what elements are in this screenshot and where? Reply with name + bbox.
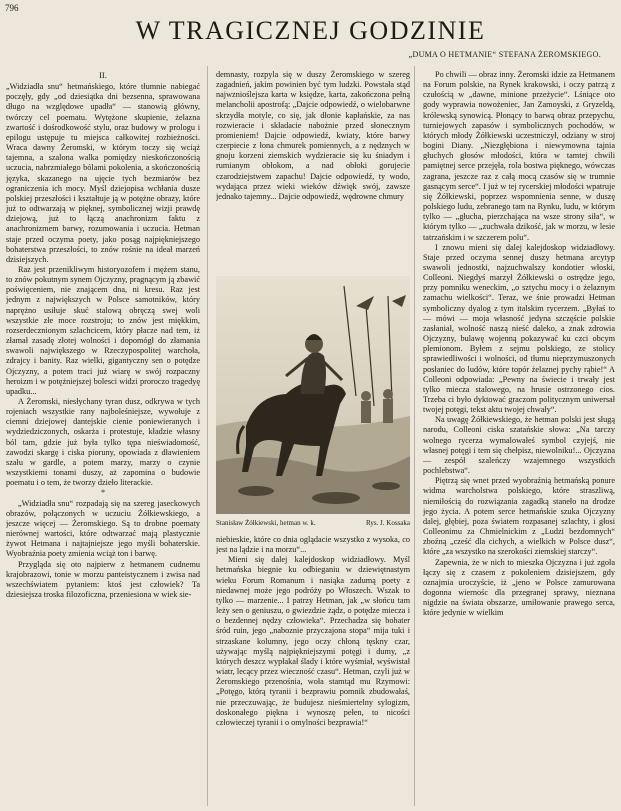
paragraph: Piętrzą się wnet przed wyobraźnią hetmańską ponure widma warcholstwa polskiego, które straszliwą, niemiłością do rozwiązania zagadką staneło na drodze jego życia. A potem serce hetmańskie szuka Ojczyzny dalej, głębiej, poza światem rozpasanej szlachty, i głosi Colleonimu za Chmielnickim z „Ludzi bezdomnych“ zboźną „cześć dla cichych, a wielkich w Polsce dusz“, które „za wszystko na szerokości ziemskiej starczy“. bbox=[423, 476, 615, 557]
paragraph: „Widziadła snu“ hetmańskiego, które tłumnie nabiegać poczęły, gdy „od dziesiątka dni bezsenna, sprawowana długo na względowe upadła“ — stanowią główny, twórczy cel poematu. Wytężone skupienie, żelazna zwartość i dośrodkowość stylu, oraz budowy w prologu i epilogu ustępuje tu miejsca całkowitej rozbieżności. Wraca dawny Żeromski, w którym toczy się wciąż tajemna, a szalona walka pomiędzy nieskończonością uczucia, nabrzmiałego bólami pokolenia, a skończonością języka, skazanego na ujęcie tych bezmiarów bez ograniczenia ich mocy. Myśl dziejopisa wchłania dusze polskiej przeszłości i kształtuje ją w potężne obrazy, które już to odtwarzają w pięknej, symbolicznej wizji prawdę dziejową, już to łączą anachronizm faktu z anachronizmem barwy, rozumowania i uczucia. Hetman staje przed oczyma poety, jako posąg najpiękniejszego bohaterstwa przeszłości, to znów rośnie na ideał marzeń dzisiejszych. bbox=[6, 82, 200, 264]
column-divider-left bbox=[207, 66, 208, 806]
paragraph: „Widziadła snu“ rozpadają się na szereg jaseckowych obrazów, połączonych w uczuciu Żółkiewskiego, a jeszcze więcej — Żeromskiego. Są to drobne poematy nierównej wartości, które odtwarzać mają plastycznie żywot Hetmana i najtajniejsze jego myśli bohaterskie. Wyobraźnia poety zmienia wciąż ton i barwę. bbox=[6, 498, 200, 559]
paragraph: A Żeromski, niesłychany tyran dusz, odkrywa w tych rojeniach wszystkie rany najboleśniejsze, wywołuje z ciemni dziejowej dantejskie cienie poniewieranych i wydziedziczonych, oskarża i protestuje, kładzie własny ból tam, gdzie już była tylko tępa nieświadomość, zawodzi skargę i ciska pioruny, opowiada z dławieniem szału w gardle, a potem marzy, marzy o czynie wszystkiemi tonami duszy, aż zapomina o budowie poematu i o tem, że tworzy dzieło literackie. bbox=[6, 397, 200, 488]
caption-subject: Stanisław Żółkiewski, hetman w. k. bbox=[216, 519, 316, 527]
horseman-drawing bbox=[216, 276, 410, 514]
paragraph: demnasty, rozpyla się w duszy Żeromskiego w szereg zagadnień, jakim powinien być tym ludzki. Powstała stąd najwznioślejsza karta w księdze, karta, zakończona pełną melancholii apostrofą: „Dajcie odpowiedź, o wielobarwne skrzydła motyle, co się, jak dłonie kapłańskie, za nas rozwieracie i składacie nabożnie przed słonecznym promieniem! Dajcie odpowiedź, kwiaty, które barwy czerpiecie z łona chmurek pomiennych, a z nędznych w gnoju korzeni ziemskich wydzieracie się ku śniadym i rumianym obłokom, a nad obłoki gorujecie czarodziejstwem zapachu! Dajcie odpowiedź, ty wodo, wydająca przez wieki wieków dźwięk swój, zawsze jednako tajemny... Dajcie odpowiedź, wędrowne chmury bbox=[216, 70, 410, 201]
column-middle-top bbox=[216, 70, 410, 270]
paragraph: niebieskie, które co dnia oglądacie wszystko z wysoka, co jest na lądzie i na morzu“... bbox=[216, 535, 410, 555]
section-number: II. bbox=[99, 70, 107, 80]
hetman-illustration bbox=[216, 276, 410, 514]
section-separator: * bbox=[100, 488, 106, 498]
page-number: 796 bbox=[5, 3, 19, 13]
paragraph: Zapewnia, że w nich to mieszka Ojczyzna i już zgoła łączy się z czasem z pokoleniem dzisiejszem, gdy oznajmia uroczyście, iż „jeno w Polsce zamurowana dogonna wiernośc dla przegranej sprawy, nieznana nigdzie na świata obszarze, umiłowanie prawego serca, które jedynie w wielkim bbox=[423, 557, 615, 618]
column-left bbox=[6, 70, 200, 806]
paragraph: Raz jest przenikliwym historyozofem i mężem stanu, to znów pokutnym synem Ojczyzny, pragnącym ją zbawić poświęceniem, nie znającem dna, ni kresu. Raz jest jednym z największych w Polsce samotników, który naprężno usiłuje skuć stalową obręczą swej woli wszystkie złe moce rozstroju; to znów jest miękkim, rozserdecznionym szlachcicem, który płacze nad tem, iż złamał zasadę złotej wolności i dopomógł do złamania swawoli największego w Rzeczypospolitej warchoła, zdrajcy i banity. Raz wielki, gigantyczny sen o potędze Ojczyzny, a potem traci już wiarę w swój rozpaczny heroizm i w potężniejszej bolesci widzi proroczo tragedyę upadku... bbox=[6, 264, 200, 396]
paragraph: Przygląda się oto najpierw z hetmanem cudnemu krajobrazowi, tonie w morzu panteistycznem i zwisa nad wszechświatem pytaniem: ktoś jest człowiek? Ta dziesiejsza troska filozoficzna, przeniesiona w wiek sie- bbox=[6, 559, 200, 599]
article-subtitle: „DUMA O HETMANIE“ STEFANA ŻEROMSKIEGO. bbox=[408, 50, 601, 59]
paragraph: I znowu mieni się dalej kalejdoskop widziadłowy. Staje przed oczyma sennej duszy hetmana arcytyp swawoli jednostki, najzuchwalszy kondotier włoski, Colleoni. Niegdyś marzył Żółkiewski o ostrędze jego, przy pomniku weneckim, „o sztychu mocy i o żelaznym zamachu wielkości“. Teraz, we śnie prowadzi Hetman symboliczny dyalog z tym italskim rycerzem. „Byłaś to — mówi — moja własność jedyna szczęście polskie zasłaniał, wolność naszą nieść daleko, a znak zdrowia Ojczyzny, bulawę wojenną pokazywać ku czci obcym plemionom. Byłem z sejmu polskiego, ze stolicy sprawiedliwości i wolności, od tłumu nieprzymuszonych posłaniec do ludów, które topór żelaznej pychy rąbie!“ A Colleoni odpowiada: „Pewny na świecie i trwały jest tylko miecza stalowego, na hrusie ostrzonego cios. Trzeba ci było dyktować graczom politycznym uniwersał twojej potęgi, tekst aktu twojej chwały“. bbox=[423, 242, 615, 415]
paragraph: Na uwagę Żółkiewskiego, że hetman polski jest sługą narodu, Colleoni ciska szatańskie słowa: „Na tarczy wolnego rycerza wymalowałeś symbol czyjejś, nie własnej potęgi i tem się chełpisz, niewolniku!... Ojczyzna — zespół szaleńczy wzajemnego wszystkich pochlebstwa“. bbox=[423, 415, 615, 476]
article-title: W TRAGICZNEJ GODZINIE bbox=[135, 16, 486, 45]
caption-artist: Rys. J. Kossaka bbox=[365, 519, 410, 527]
column-middle-bottom bbox=[216, 535, 410, 806]
column-divider-right bbox=[414, 66, 415, 806]
paragraph: Mieni się dalej kalejdoskop widziadłowy. Myśl hetmańska biegnie ku odbieganiu w dziewiętnastym wieku Forum Romanum i nasiąka zadumą poety z niedawnej może jego podróży po Włoszech. Wszak to tylko — marzenie... I patrzy Hetman, jak „w słońcu tam leży sen o geniuszu, o gwiezdzie żądz, o potędze miecza i o bezdennej nędzy człowieka“. Przechadza się bohater śród ruin, jego „naboznie przyczajona stopa“ mija tuki i strzaskane kolumny, jego oczy chłoną tęskny czar, używając myślą najpiękniejszymi potęgi i dumy, „z których deszcz wypłakał ślady i które wyśmiał, wyświstał wiatr, lecący przez wieczność czasu“. Hetman, czyli już w Żeromskiego przenośnia, woła stamtąd mu Rzymowi: „Potęgo, którą tyranii i bezprawiu pomnik zbudowałaś, nie przeczuwając, że budujesz nieśmiertelny sylogizm, doskonałego piękna i wynoszę pełen, to nicości człowieczej tyranii i o omylności bezprawia!“ bbox=[216, 555, 410, 727]
column-right bbox=[423, 70, 615, 806]
paragraph: Po chwili — obraz inny. Żeromski idzie za Hetmanem na Forum polskie, na Rynek krakowski, i oczy patrzą z czułością w „dawne, minione przeżycie“. Lśniące oto gody wyprawia nowożeniec, Jan Zamoyski, z Gryzeldą, królewską synowicą. Płonący to barwą obraz przepychu, turniejowych zapasów i symbolicznych pochodów, w których młody Żółkiewski uczestniczył, odziany w stroj bogini Diany. „Niezgłębiona i niewymowna tajnia głuchych głosów młodości, która w tamtej chwili pamiętnej serce przejęła, rola bostwa pięknego, wówczas zagrana, jeszcze raz z całą mocą czasów się w trumnie gasnącym serce“. I już w tej rycerskiej młodości wpatruje się Żółkiewski, poprzez wspomnienia senne, w duszę polskiego ludu, zebranego tam na Rynku, ludu, w którym tylko — „głucha, pierzchająca na wsze strony siła“, w którym tylko — „zuchwała dzikość, jak w morzu, w lesie tatrzańskim i w szczerem polu“. bbox=[423, 70, 615, 242]
illustration-caption bbox=[216, 519, 410, 527]
